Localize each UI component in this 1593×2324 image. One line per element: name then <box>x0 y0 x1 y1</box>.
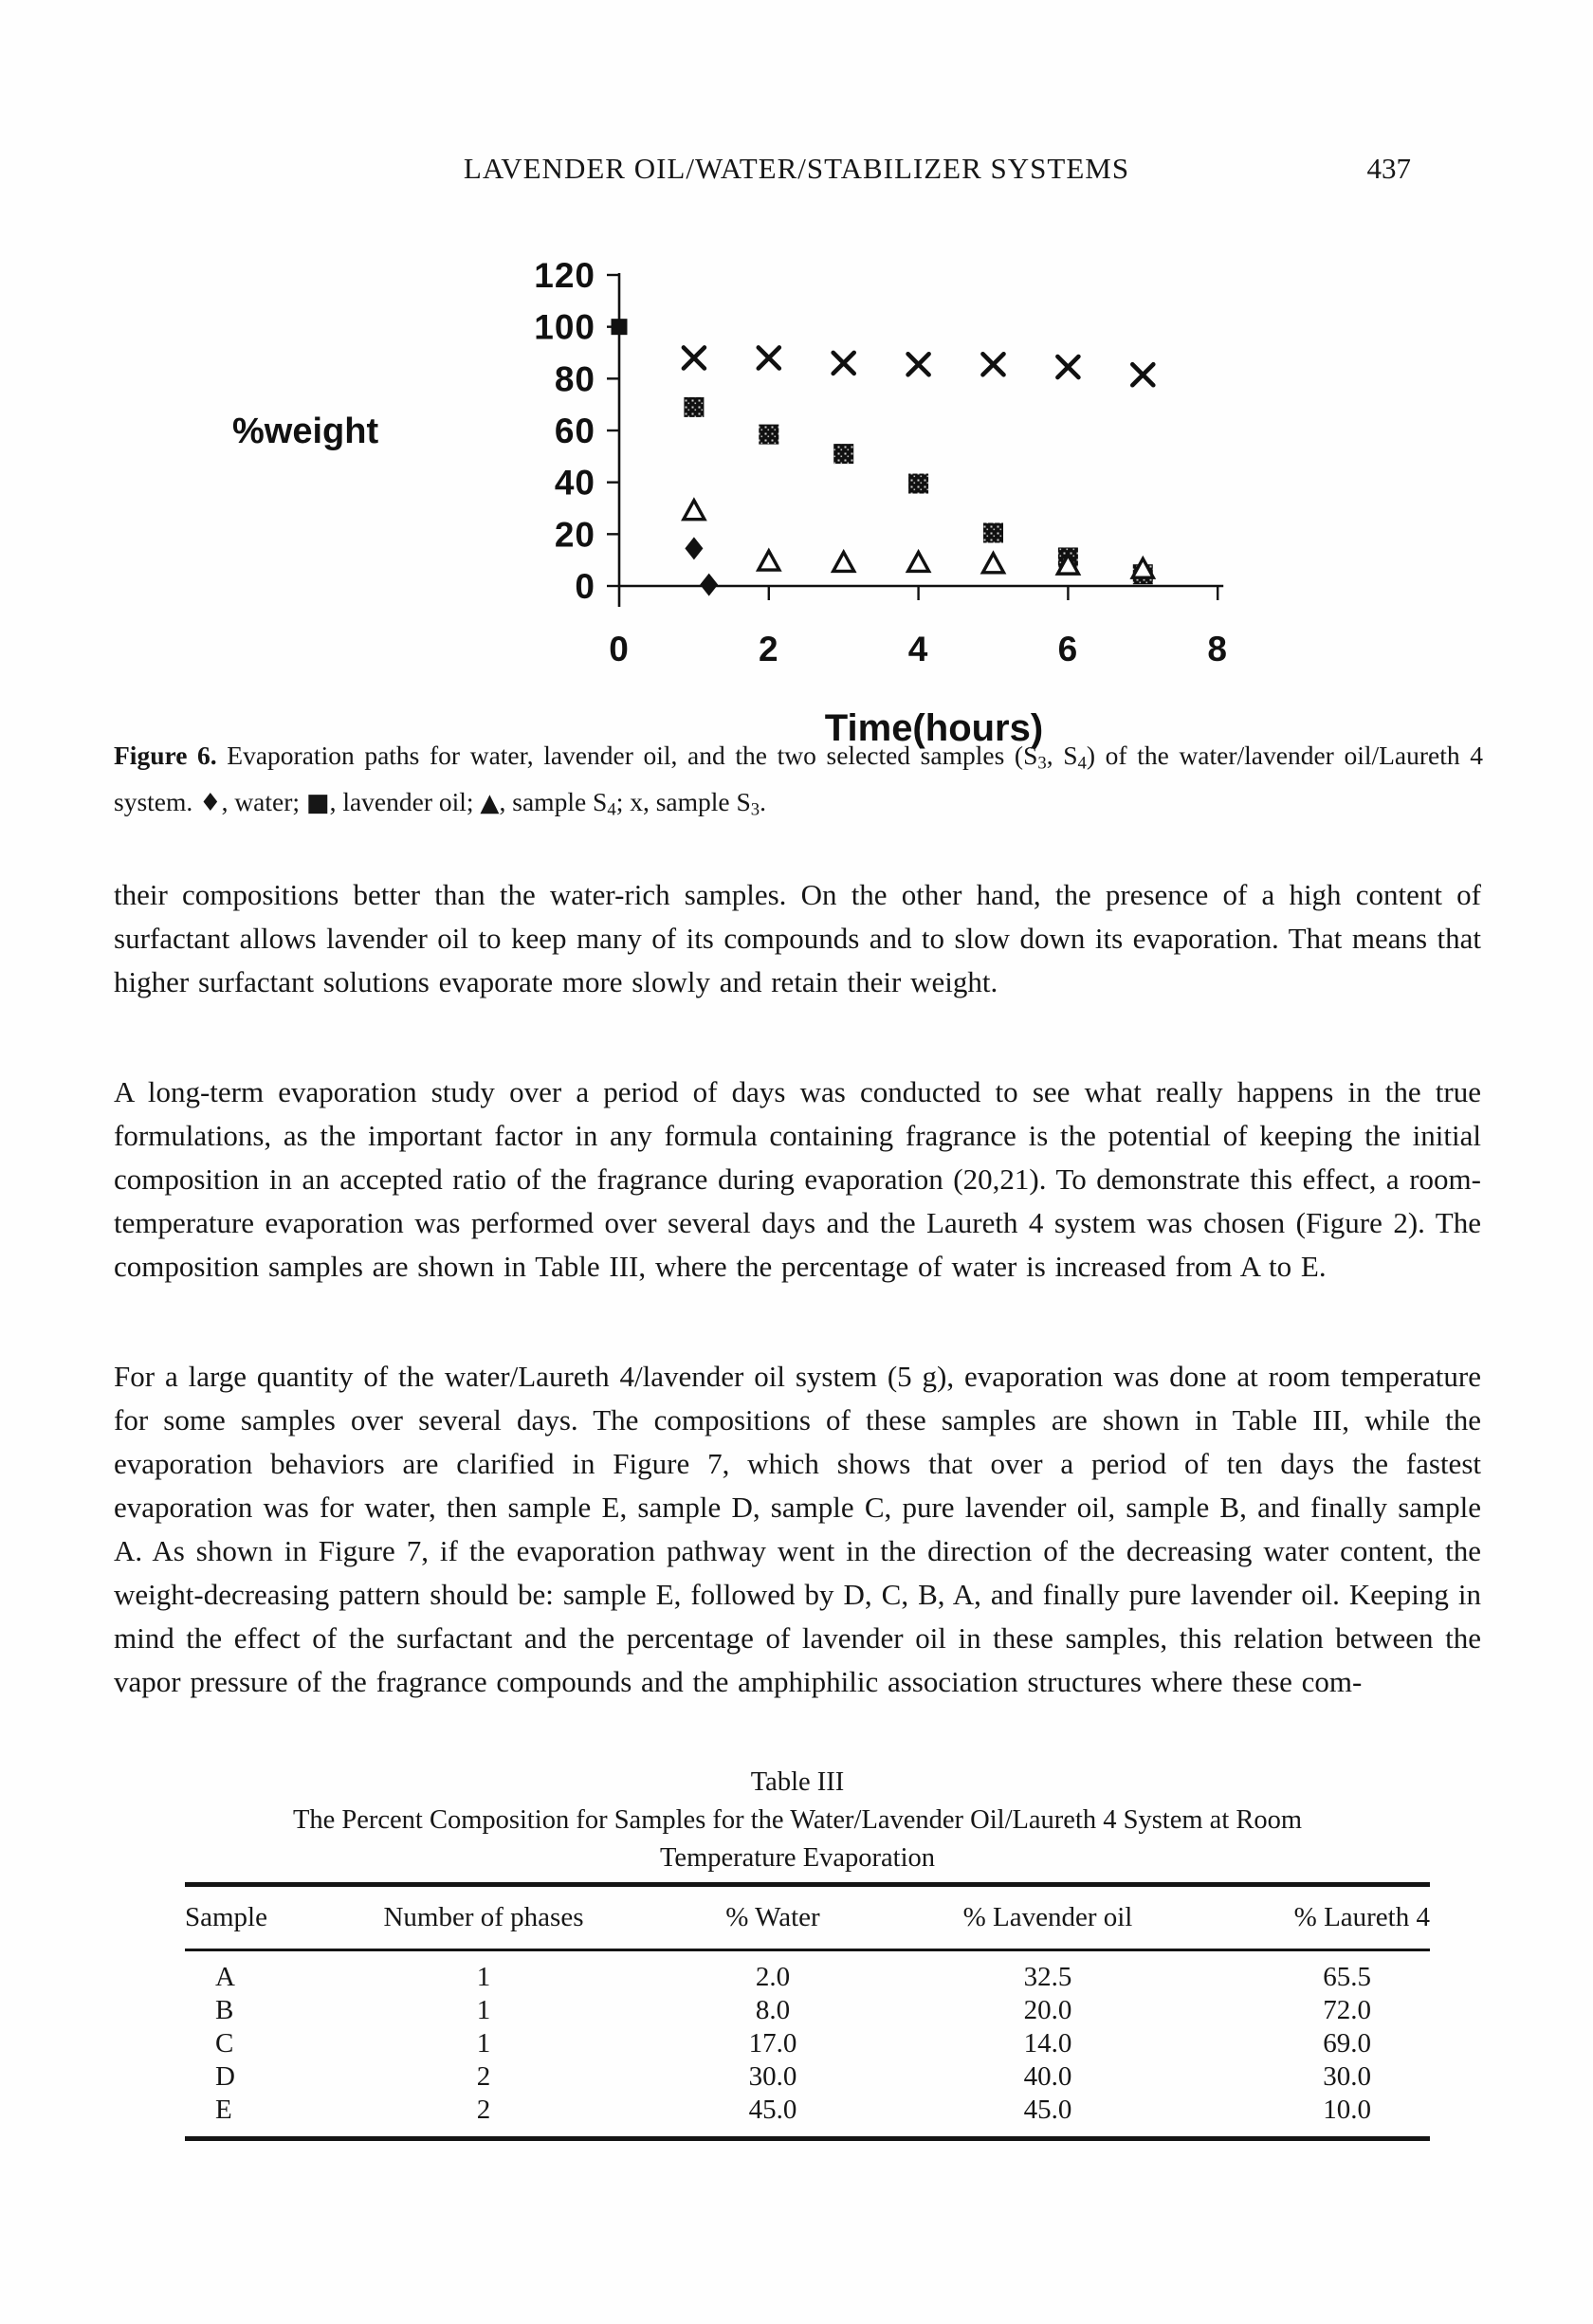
caption-text: Figure 6. <box>114 740 217 770</box>
y-tick-label: 40 <box>554 463 595 503</box>
caption-text: ) of the water/lavender oil/Laureth 4 system. <box>114 740 1484 816</box>
table-cell: 69.0 <box>1323 2028 1371 2059</box>
marker-x-sample-s3 <box>908 354 929 375</box>
body-paragraph: For a large quantity of the water/Laureth 4/lavender oil system (5 g), evaporation was done at room temperature for some samples over several days. The compositions of these samples are shown in Table III, while the evaporation behaviors are clarified in Figure 7, which shows that over a period of ten days the fastest evaporation was for water, then sample E, sample D, sample C, pure lavender oil, sample B, and finally sample A. As shown in Figure 7, if the evaporation pathway went in the direction of the decreasing water content, the weight-decreasing pattern should be: sample E, followed by D, C, B, A, and finally pure lavender oil. Keeping in mind the effect of the surfactant and the percentage of lavender oil in these samples, this relation between the vapor pressure of the fragrance compounds and the amphiphilic association structures where these com- <box>114 1360 1481 1698</box>
marker-x-sample-s3 <box>759 347 779 368</box>
table-cell: 45.0 <box>1023 2095 1072 2125</box>
column-header: Sample <box>185 1902 267 1932</box>
table-caption-line: The Percent Composition for Samples for the Water/Lavender Oil/Laureth 4 System at Room <box>292 1805 1303 1835</box>
caption-text: 3 <box>750 799 760 820</box>
table-cell: 1 <box>476 2028 491 2059</box>
y-tick-label: 60 <box>554 412 595 450</box>
table-cell: 45.0 <box>748 2095 797 2125</box>
marker-x-sample-s3 <box>983 354 1004 375</box>
marker-square-lavender-oil <box>759 425 778 445</box>
x-tick-label: 2 <box>759 630 779 668</box>
y-tick-label: 100 <box>534 307 595 347</box>
column-header: % Lavender oil <box>962 1902 1133 1932</box>
table-cell: E <box>215 2095 232 2125</box>
marker-diamond-water <box>700 574 718 596</box>
figure-caption <box>114 736 1483 830</box>
caption-text: Evaporation paths for water, lavender oil, and the two selected samples (S <box>216 740 1038 770</box>
marker-triangle-sample-s4 <box>908 552 929 571</box>
marker-square-lavender-oil <box>612 319 628 335</box>
table-cell: 72.0 <box>1323 1995 1371 2025</box>
table-row <box>185 2094 1430 2127</box>
column-header: % Water <box>725 1902 820 1932</box>
table-cell: 10.0 <box>1323 2095 1371 2125</box>
body-paragraph: their compositions better than the water-rich samples. On the other hand, the presence of a high content of surfactant allows lavender oil to keep many of its compounds and to slow down its evaporation. That means that higher surfactant solutions evaporate more slowly and retain their weight. <box>114 878 1481 998</box>
caption-text: ; x, sample S <box>615 786 751 816</box>
x-tick-label: 8 <box>1207 630 1228 668</box>
caption-text: 4 <box>607 799 616 820</box>
marker-x-sample-s3 <box>1132 364 1153 385</box>
column-header: % Laureth 4 <box>1293 1902 1430 1932</box>
table-cell: D <box>215 2061 235 2092</box>
marker-x-sample-s3 <box>684 347 705 368</box>
legend-marker-glyph: ♦ <box>199 788 222 817</box>
table-cell: 8.0 <box>755 1995 791 2025</box>
caption-text: , S <box>1046 740 1078 770</box>
table-cell: 2.0 <box>755 1962 791 1992</box>
running-head-title: LAVENDER OIL/WATER/STABILIZER SYSTEMS <box>463 152 1130 185</box>
table-cell: 40.0 <box>1023 2061 1072 2092</box>
y-tick-label: 120 <box>534 256 595 295</box>
y-axis-title: %weight <box>232 412 379 451</box>
caption-text: , lavender oil; <box>329 786 481 816</box>
marker-triangle-sample-s4 <box>759 551 779 570</box>
table-cell: 30.0 <box>748 2061 797 2092</box>
y-tick-label: 0 <box>575 567 595 606</box>
table-caption-line: Temperature Evaporation <box>660 1843 935 1873</box>
table-header-row <box>185 1887 1430 1949</box>
marker-x-sample-s3 <box>833 353 854 374</box>
table-cell: A <box>215 1962 235 1992</box>
marker-square-lavender-oil <box>833 444 853 464</box>
table-title: Table III <box>750 1767 845 1797</box>
caption-text: , water; <box>221 786 306 816</box>
table-row <box>185 1994 1430 2027</box>
table-heading <box>114 1764 1481 1877</box>
x-tick-label: 4 <box>907 630 929 668</box>
y-tick-label: 80 <box>554 359 595 399</box>
table-cell: 30.0 <box>1323 2061 1371 2092</box>
table-cell: C <box>215 2028 234 2059</box>
caption-text: . <box>760 786 766 816</box>
legend-marker-glyph: ▲ <box>480 788 500 817</box>
table-row <box>185 2060 1430 2094</box>
marker-square-lavender-oil <box>684 397 704 417</box>
x-tick-label: 0 <box>609 630 630 668</box>
table-cell: B <box>215 1995 234 2025</box>
y-tick-label: 20 <box>554 515 595 555</box>
table-cell: 1 <box>476 1995 491 2025</box>
table-cell: 17.0 <box>748 2028 797 2059</box>
table-cell: 20.0 <box>1023 1995 1072 2025</box>
body-paragraph: A long-term evaporation study over a period of days was conducted to see what really happens in the true formulations, as the important factor in any formula containing fragrance is the potential of keeping the initial composition in an accepted ratio of the fragrance during evaporation (20,21). To demonstrate this effect, a room-temperature evaporation was performed over several days and the Laureth 4 system was chosen (Figure 2). The composition samples are shown in Table III, where the percentage of water is increased from A to E. <box>114 1075 1481 1283</box>
marker-triangle-sample-s4 <box>983 554 1004 573</box>
evaporation-chart <box>142 216 1280 770</box>
legend-marker-glyph: ■ <box>305 788 330 817</box>
caption-text: , sample S <box>499 786 608 816</box>
table-rule-bottom <box>185 2136 1430 2141</box>
marker-square-lavender-oil <box>908 474 928 494</box>
table-cell: 14.0 <box>1023 2028 1072 2059</box>
table-cell: 32.5 <box>1023 1962 1072 1992</box>
caption-text: 3 <box>1037 752 1047 773</box>
table-row <box>185 1961 1430 1994</box>
marker-diamond-water <box>685 537 703 559</box>
column-header: Number of phases <box>383 1902 584 1932</box>
caption-text: 4 <box>1077 752 1087 773</box>
table-cell: 1 <box>476 1962 491 1992</box>
marker-square-lavender-oil <box>983 522 1003 542</box>
x-tick-label: 6 <box>1057 630 1079 668</box>
table-cell: 2 <box>476 2095 491 2125</box>
evaporation-chart-svg <box>142 216 1280 770</box>
composition-table <box>185 1882 1430 2141</box>
table-body <box>185 1951 1430 2136</box>
page-number: 437 <box>1366 152 1411 185</box>
marker-triangle-sample-s4 <box>833 552 854 571</box>
table-cell: 65.5 <box>1323 1962 1371 1992</box>
table-row <box>185 2027 1430 2060</box>
table-cell: 2 <box>476 2061 491 2092</box>
x-axis-title: Time(hours) <box>824 707 1044 749</box>
marker-triangle-sample-s4 <box>684 501 705 520</box>
marker-x-sample-s3 <box>1057 357 1078 377</box>
